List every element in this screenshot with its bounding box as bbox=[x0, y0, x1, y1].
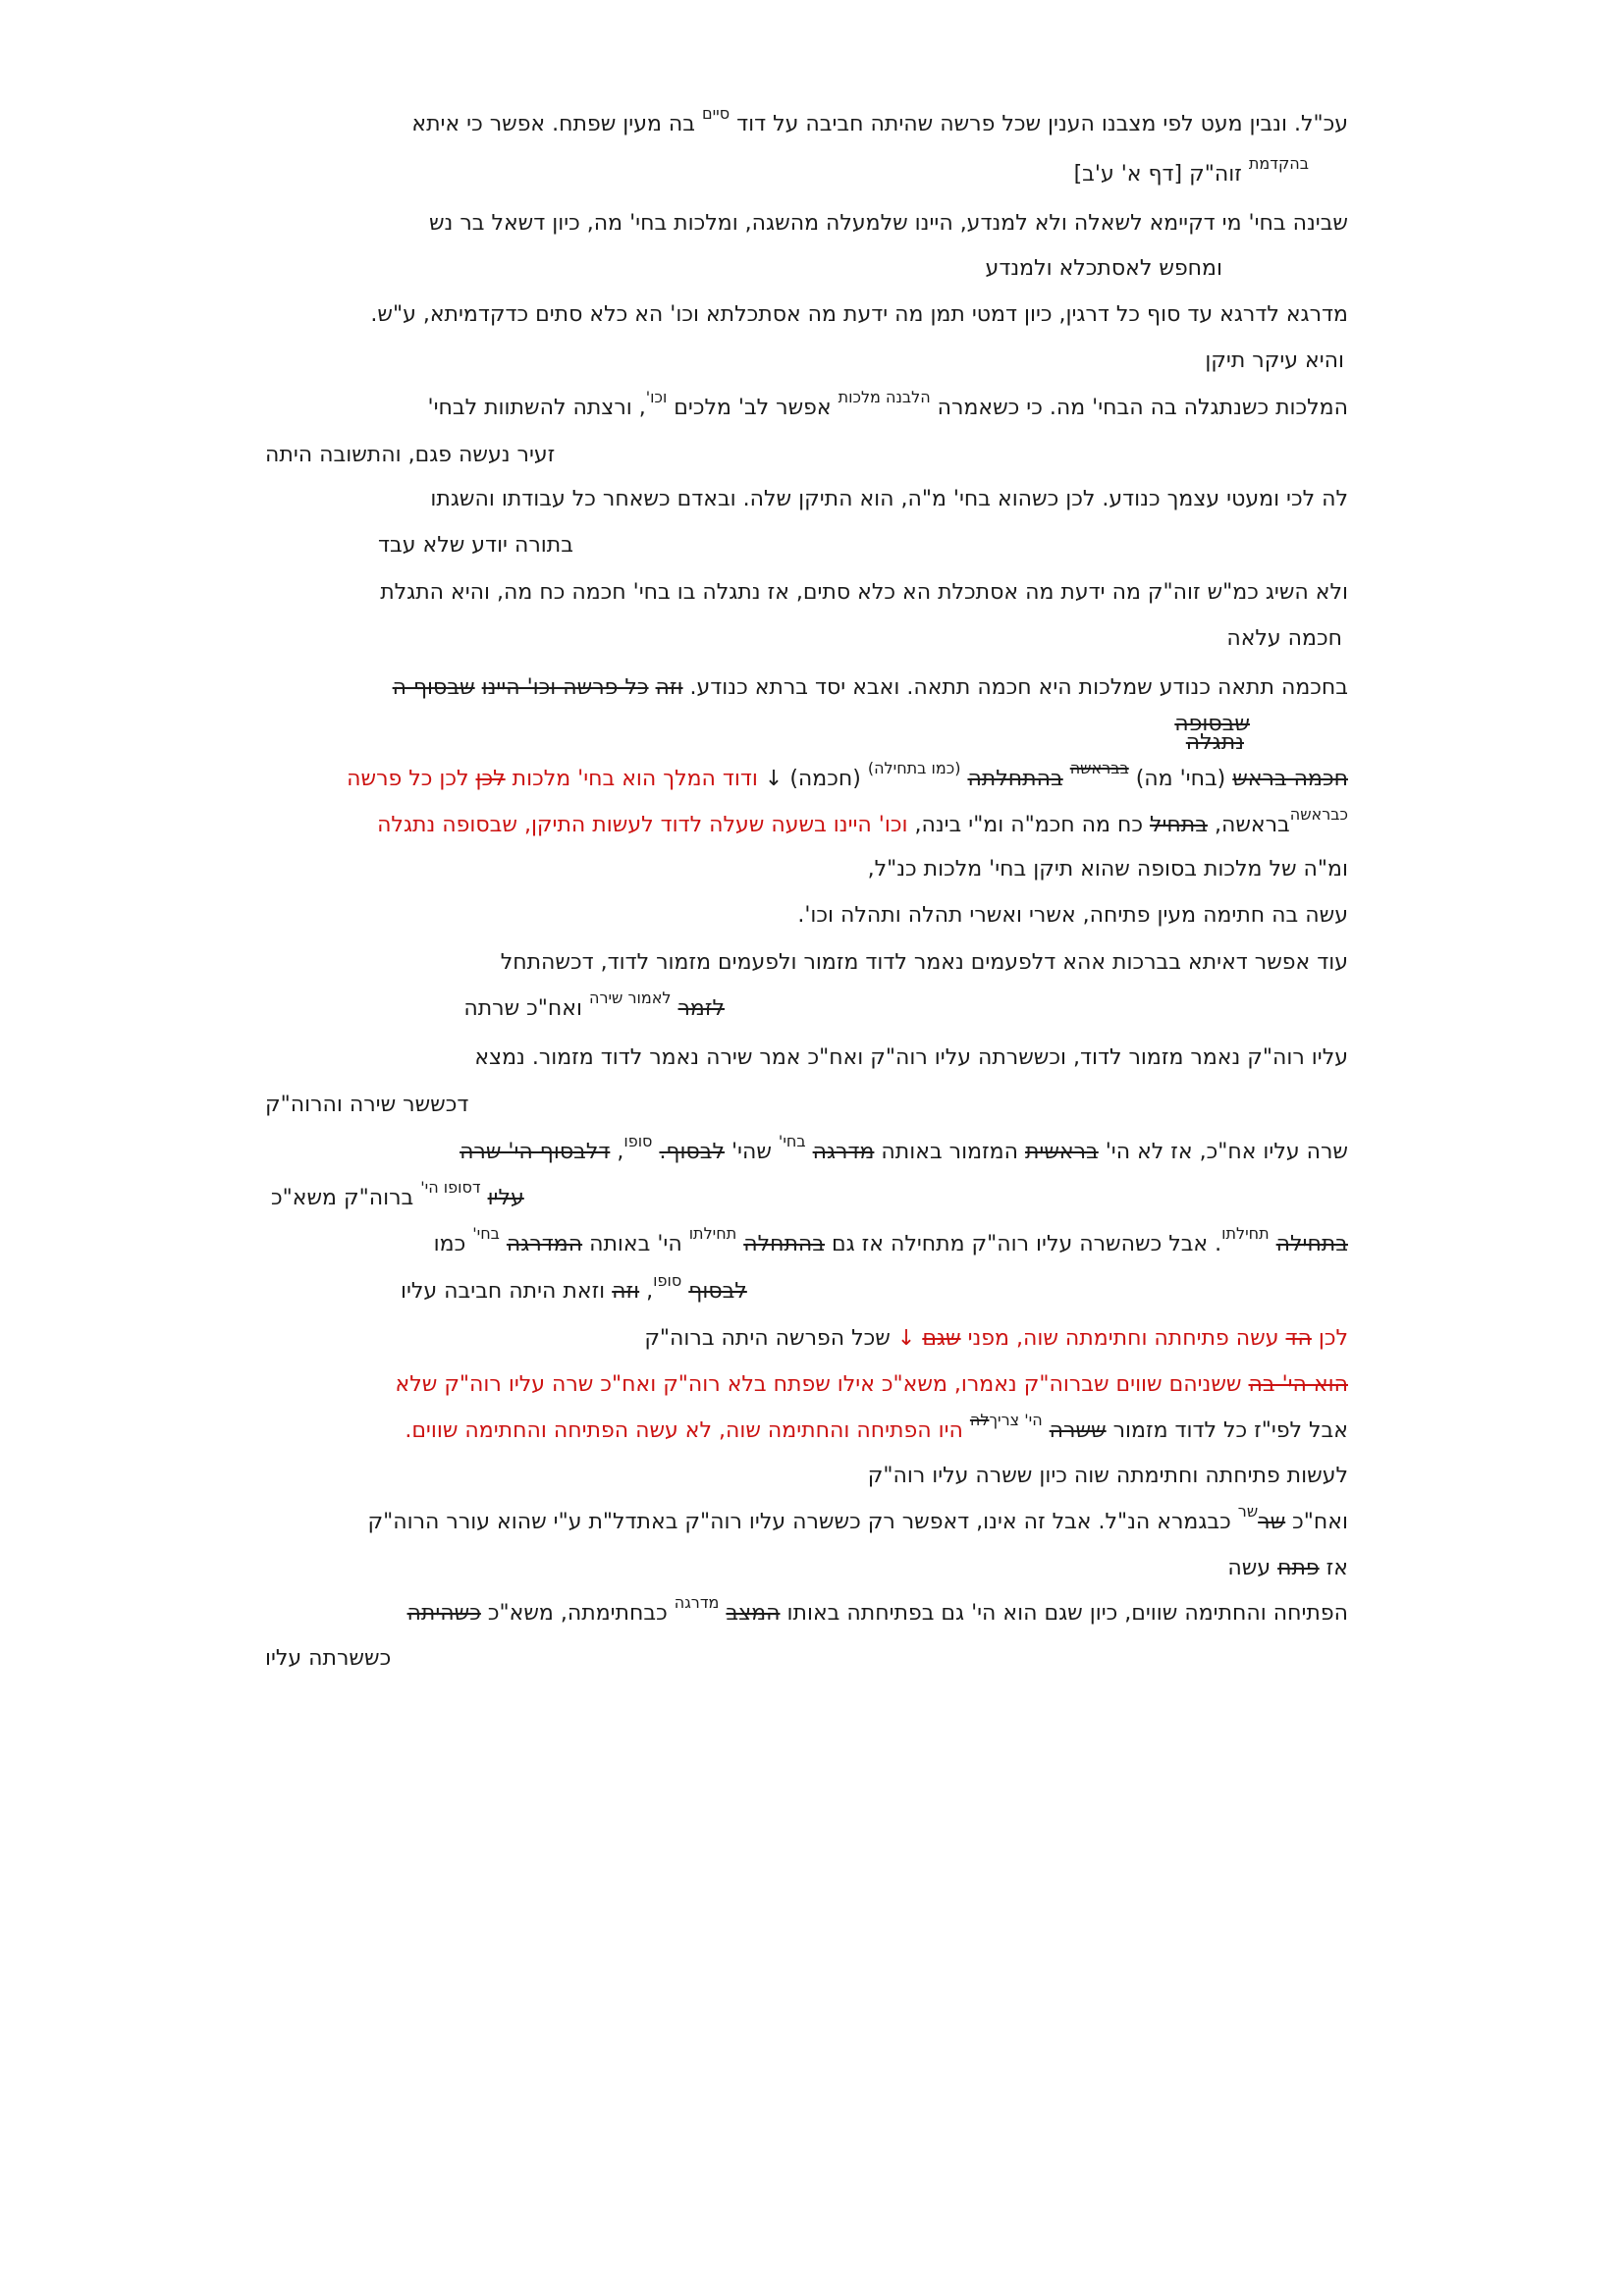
superscript-run: סיים bbox=[701, 104, 730, 123]
text-line bbox=[265, 1554, 1348, 1583]
text-run: אבל לפי"ז כל לדוד מזמור bbox=[1106, 1418, 1348, 1443]
text-run: כח מה חכמ"ה ומ"י בינה, bbox=[907, 813, 1150, 837]
red-insertion-run: ששניהם שווים שברוה"ק נאמרו, משא"כ אילו שפתח בלא רוה"ק ואח"כ שרה עליו רוה"ק שלא bbox=[395, 1372, 1249, 1397]
text-line bbox=[265, 988, 1348, 1024]
red-insertion-strikethrough-run: לכן bbox=[475, 767, 506, 791]
superscript-run: בחי' bbox=[472, 1224, 500, 1243]
text-run: חכמה עלאה bbox=[1226, 626, 1342, 651]
superscript-run: בהקדמת bbox=[1248, 154, 1309, 173]
superscript-run: הלבנה מלכות bbox=[838, 388, 931, 406]
text-line bbox=[265, 1324, 1348, 1354]
text-line bbox=[265, 209, 1348, 239]
red-insertion-strikethrough-run: הוא הי' בה bbox=[1248, 1372, 1348, 1397]
text-run bbox=[1063, 767, 1070, 791]
superscript-run: דסופו הי' bbox=[420, 1178, 481, 1197]
text-line bbox=[265, 1132, 1348, 1167]
text-line bbox=[265, 104, 1348, 139]
text-run: וזאת היתה חביבה עליו bbox=[401, 1279, 613, 1304]
text-line bbox=[265, 254, 1348, 284]
strikethrough-superscript-run: לה bbox=[969, 1411, 990, 1429]
text-run: עוד אפשר דאיתא בברכות אהא דלפעמים נאמר לדוד מזמור ולפעמים מזמור לדוד, דכשהתחל bbox=[500, 950, 1348, 975]
strikethrough-run: לבסוף bbox=[688, 1279, 747, 1304]
text-line bbox=[265, 1411, 1348, 1446]
superscript-run: תחילתו bbox=[1221, 1224, 1270, 1243]
text-run: . אבל כשהשרה עליו רוה"ק מתחילה אז גם bbox=[825, 1232, 1222, 1256]
strikethrough-run: נתגלה bbox=[1185, 730, 1244, 755]
text-run bbox=[649, 675, 656, 700]
text-line bbox=[265, 1271, 1348, 1307]
text-run: , bbox=[610, 1140, 624, 1164]
text-run: הי' באותה bbox=[582, 1232, 689, 1256]
text-line bbox=[265, 855, 1348, 884]
strikethrough-run: שבסוף ה bbox=[392, 675, 475, 700]
text-line bbox=[265, 441, 1348, 470]
superscript-run: סופו bbox=[623, 1132, 653, 1150]
strikethrough-run: שר bbox=[1258, 1510, 1286, 1534]
strikethrough-run: בראשית bbox=[1024, 1140, 1099, 1164]
text-run: ואח"כ bbox=[1285, 1510, 1348, 1534]
superscript-run: (כמו בתחילה) bbox=[867, 759, 961, 777]
text-line bbox=[265, 578, 1348, 608]
text-run bbox=[481, 1186, 488, 1210]
superscript-run: בחי' bbox=[778, 1132, 806, 1150]
text-run: עשה בה חתימה מעין פתיחה, אשרי ואשרי תהלה ותהלה וכו'. bbox=[797, 903, 1348, 928]
text-line bbox=[265, 1462, 1348, 1491]
red-insertion-run: לכן כל פרשה bbox=[347, 767, 476, 791]
strikethrough-run: עליו bbox=[487, 1186, 524, 1210]
red-insertion-strikethrough-run: הד bbox=[1285, 1326, 1312, 1351]
red-insertion-run: וכו' היינו בשעה שעלה לדוד לעשות התיקן, שבסופה נתגלה bbox=[377, 813, 908, 837]
strikethrough-run: וזה bbox=[612, 1279, 640, 1304]
strikethrough-run: ששרה bbox=[1049, 1418, 1107, 1443]
superscript-run: כבראשה bbox=[1289, 805, 1348, 824]
strikethrough-run: המדרגה bbox=[506, 1232, 583, 1256]
strikethrough-run: וזה bbox=[655, 675, 683, 700]
text-run: בראשה, bbox=[1207, 813, 1290, 837]
text-run: שהי' bbox=[725, 1140, 779, 1164]
strikethrough-run: כשהיתה bbox=[406, 1601, 481, 1626]
text-run bbox=[963, 1418, 970, 1443]
text-run: ברוה"ק משא"כ bbox=[271, 1186, 421, 1210]
text-run bbox=[1270, 1232, 1276, 1256]
text-line bbox=[265, 624, 1348, 654]
text-line bbox=[265, 948, 1348, 978]
text-run bbox=[806, 1140, 813, 1164]
strikethrough-run: פתח bbox=[1277, 1556, 1320, 1580]
text-line bbox=[265, 485, 1348, 514]
text-run: זעיר נעשה פגם, והתשובה היתה bbox=[265, 443, 556, 467]
text-run: המלכות כשנתגלה בה הבחי' מה. כי כשאמרה bbox=[930, 396, 1348, 420]
text-run: עכ"ל. ונבין מעט לפי מצבנו הענין שכל פרשה שהיתה חביבה על דוד bbox=[730, 112, 1348, 136]
superscript-run: תחילתו bbox=[688, 1224, 737, 1243]
text-line bbox=[265, 1593, 1348, 1629]
text-run: אז bbox=[1319, 1556, 1348, 1580]
text-run: מדרגא לדרגא עד סוף כל דרגין, כיון דמטי תמן מה ידעת מה אסתכלתא וכו' הא כלא סתים כדקדמיתא, ע"ש. bbox=[370, 302, 1348, 327]
text-run: עליו רוה"ק נאמר מזמור לדוד, וכששרתה עליו רוה"ק ואח"כ אמר שירה נאמר לדוד מזמור. נמצא bbox=[474, 1045, 1348, 1070]
superscript-run: וכו' bbox=[645, 388, 668, 406]
text-line bbox=[265, 1224, 1348, 1259]
text-run: , ורצתה להשתוות לבחי' bbox=[427, 396, 646, 420]
strikethrough-run: דלבסוף הי' שרה bbox=[460, 1140, 611, 1164]
text-run: לעשות פתיחתה וחתימתה שוה כיון ששרה עליו רוה"ק bbox=[867, 1464, 1348, 1488]
text-run: ומחפש לאסתכלא ולמנדע bbox=[985, 256, 1222, 281]
text-line bbox=[265, 300, 1348, 330]
strikethrough-run: מדרגה bbox=[812, 1140, 875, 1164]
text-line bbox=[265, 347, 1348, 376]
strikethrough-run: שבסופה bbox=[1174, 712, 1250, 736]
text-run: ולא השיג כמ"ש זוה"ק מה ידעת מה אסתכלת הא כלא סתים, אז נתגלה בו בחי' חכמה כח מה, והיא התגלת bbox=[380, 580, 1348, 605]
superscript-run: מדרגה bbox=[674, 1593, 720, 1612]
text-run: בה מעין שפתח. אפשר כי איתא bbox=[411, 112, 702, 136]
text-run: כששרתה עליו bbox=[265, 1646, 392, 1671]
text-run: בחכמה תתאה כנודע שמלכות היא חכמה תתאה. ואבא יסד ברתא כנודע. bbox=[682, 675, 1348, 700]
text-run bbox=[1043, 1418, 1050, 1443]
red-insertion-run: ודוד המלך הוא בחי' מלכות bbox=[505, 767, 758, 791]
text-line bbox=[265, 1644, 1348, 1674]
text-line bbox=[265, 1502, 1348, 1537]
text-line bbox=[265, 1178, 1348, 1213]
text-line bbox=[265, 759, 1348, 794]
strikethrough-run: כל פרשה וכו' היינו bbox=[481, 675, 649, 700]
strikethrough-run: המצב bbox=[726, 1601, 781, 1626]
text-line bbox=[265, 1370, 1348, 1400]
text-line bbox=[265, 673, 1348, 703]
text-line bbox=[265, 901, 1348, 931]
text-line bbox=[265, 531, 1348, 561]
text-run: שרה עליו אח"כ, אז לא הי' bbox=[1098, 1140, 1348, 1164]
text-run bbox=[500, 1232, 507, 1256]
strikethrough-run: חכמה בראש bbox=[1232, 767, 1348, 791]
text-run: אפשר לב' מלכים bbox=[667, 396, 839, 420]
text-run: ומ"ה של מלכות בסופה שהוא תיקן בחי' מלכות כנ"ל, bbox=[867, 857, 1348, 881]
text-run: כבחתימתה, משא"כ bbox=[480, 1601, 675, 1626]
superscript-run: לאמור שירה bbox=[588, 988, 672, 1007]
text-run: לה לכי ומעטי עצמך כנודע. לכן כשהוא בחי' מ"ה, הוא התיקן שלה. ובאדם כשאחר כל עבודתו והשגתו bbox=[430, 487, 1348, 511]
text-run: , bbox=[639, 1279, 654, 1304]
text-run: הפתיחה והחתימה שווים, כיון שגם הוא הי' גם בפתיחתה באותו bbox=[780, 1601, 1348, 1626]
superscript-run: הי' צריך bbox=[989, 1411, 1043, 1429]
text-run bbox=[475, 675, 482, 700]
text-run: המזמור באותה bbox=[874, 1140, 1025, 1164]
text-run: (בחי' מה) bbox=[1128, 767, 1233, 791]
text-line bbox=[265, 805, 1348, 840]
strikethrough-run: בהתחלה bbox=[743, 1232, 826, 1256]
text-run: שכל הפרשה היתה ברוה"ק bbox=[644, 1326, 891, 1351]
red-insertion-strikethrough-run: שגם bbox=[922, 1326, 961, 1351]
strikethrough-run: לבסוף. bbox=[659, 1140, 725, 1164]
text-run: ואח"כ שרתה bbox=[463, 996, 589, 1021]
text-run: כבגמרא הנ"ל. אבל זה אינו, דאפשר רק כששרה עליו רוה"ק באתדל"ת ע"י שהוא עורר הרוה"ק bbox=[367, 1510, 1238, 1534]
red-insertion-run: היו הפתיחה והחתימה שוה, לא עשה הפתיחה והחתימה שווים. bbox=[405, 1418, 963, 1443]
text-run: שבינה בחי' מי דקיימא לשאלה ולא למנדע, היינו שלמעלה מהשגה, ומלכות בחי' מה, כיון דשאל בר נש bbox=[428, 211, 1348, 236]
strikethrough-run: בתחילה bbox=[1275, 1232, 1348, 1256]
text-run: והיא עיקר תיקן bbox=[1205, 348, 1344, 373]
strikethrough-run: בהתחלתה bbox=[967, 767, 1063, 791]
text-line bbox=[265, 728, 1348, 758]
text-line bbox=[265, 1043, 1348, 1073]
text-run: דכששר שירה והרוה"ק bbox=[265, 1093, 469, 1117]
text-run bbox=[672, 996, 678, 1021]
text-run: בתורה יודע שלא עבד bbox=[378, 533, 573, 558]
text-run: זוה"ק [דף א' ע'ב] bbox=[1073, 162, 1249, 187]
text-run: עשה bbox=[1227, 1556, 1278, 1580]
text-line bbox=[265, 154, 1348, 189]
superscript-run: שר bbox=[1237, 1502, 1259, 1521]
text-line bbox=[265, 388, 1348, 423]
text-run: כמו bbox=[433, 1232, 473, 1256]
strikethrough-run: בתחיל bbox=[1149, 813, 1208, 837]
strikethrough-superscript-run: בבראשה bbox=[1069, 759, 1129, 777]
superscript-run: סופו bbox=[653, 1271, 682, 1290]
red-insertion-run: ↓ bbox=[890, 1326, 923, 1351]
text-line bbox=[265, 1091, 1348, 1120]
strikethrough-run: לזמר bbox=[677, 996, 725, 1021]
red-insertion-run: עשה פתיחתה וחתימתה שוה, מפני bbox=[960, 1326, 1286, 1351]
red-insertion-run: לכן bbox=[1311, 1326, 1348, 1351]
text-run: (חכמה) ↓ bbox=[757, 767, 868, 791]
